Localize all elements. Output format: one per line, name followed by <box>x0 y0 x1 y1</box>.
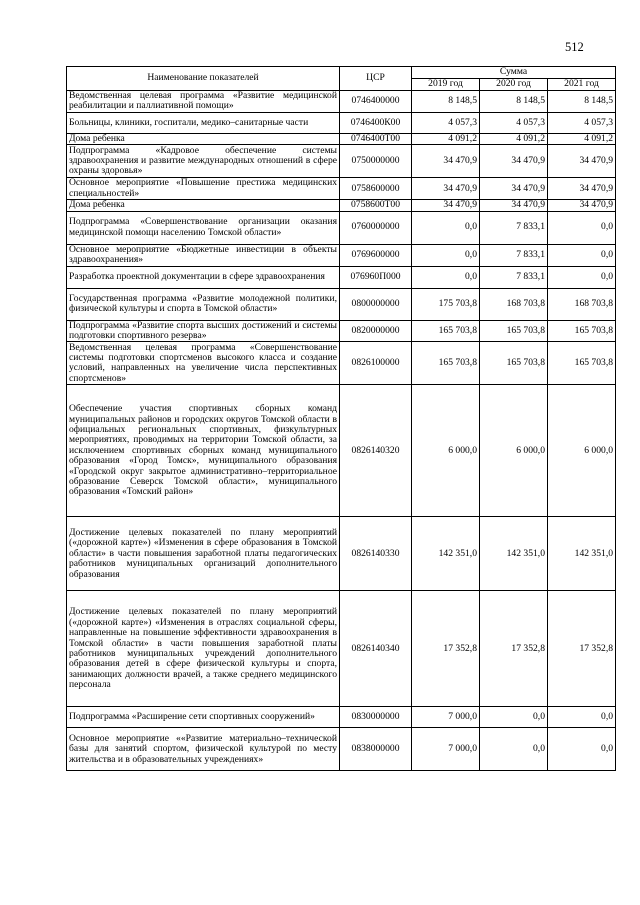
row-name: Основное мероприятие «Бюджетные инвестиции в объекты здравоохранения» <box>67 244 340 266</box>
row-value-2019: 175 703,8 <box>412 288 480 320</box>
row-value-2019: 0,0 <box>412 266 480 288</box>
row-name: Обеспечение участия спортивных сборных команд муниципальных районов и городских округов Томской области в официальных региональных спортивных, физкультурных мероприятиях, проводимых на территории Томской области, за исключением спортивных сборных команд муниципального образования «Город Томск», муниципального образования «Городской округ закрытое административно–территориальное образование Северск Томской области», муниципального образования «Томский район» <box>67 385 340 517</box>
row-name: Ведомственная целевая программа «Совершенствование системы подготовки спортсменов высокого класса и создание условий, направленных на увеличение числа перспективных спортсменов» <box>67 342 340 385</box>
budget-table <box>66 66 616 771</box>
row-value-2020: 142 351,0 <box>480 517 548 591</box>
page-number: 512 <box>565 40 584 54</box>
row-name: Достижение целевых показателей по плану мероприятий («дорожной карте») «Изменения в сфере образования в Томской области» в части повышения заработной платы педагогических работников муниципальных организаций дополнительного образования <box>67 517 340 591</box>
row-value-2021: 165 703,8 <box>548 342 616 385</box>
row-value-2020: 34 470,9 <box>480 178 548 200</box>
row-value-2021: 8 148,5 <box>548 91 616 113</box>
row-code: 076960П000 <box>340 266 412 288</box>
row-value-2019: 34 470,9 <box>412 200 480 211</box>
table-row <box>67 133 616 144</box>
row-code: 0769600000 <box>340 244 412 266</box>
row-value-2019: 4 091,2 <box>412 133 480 144</box>
row-name: Достижение целевых показателей по плану мероприятий («дорожной карте») «Изменения в отраслях социальной сферы, направленные на повышение эффективности здравоохранения в Томской области» в части повышения заработной платы работников муниципальных учреждений дополнительного образования детей в сфере физической культуры и спорта, занимающих должности врачей, а также среднего медицинского персонала <box>67 591 340 707</box>
row-value-2019: 34 470,9 <box>412 178 480 200</box>
row-name: Основное мероприятие «Повышение престижа медицинских специальностей» <box>67 178 340 200</box>
table-row <box>67 266 616 288</box>
row-value-2020: 165 703,8 <box>480 320 548 342</box>
table-body <box>67 91 616 771</box>
table-row <box>67 342 616 385</box>
row-value-2020: 6 000,0 <box>480 385 548 517</box>
row-code: 0760000000 <box>340 211 412 244</box>
row-value-2020: 4 057,3 <box>480 112 548 133</box>
row-value-2019: 142 351,0 <box>412 517 480 591</box>
header-sum: Сумма <box>412 67 616 79</box>
row-value-2021: 34 470,9 <box>548 200 616 211</box>
row-value-2019: 34 470,9 <box>412 145 480 178</box>
row-value-2019: 17 352,8 <box>412 591 480 707</box>
row-value-2019: 6 000,0 <box>412 385 480 517</box>
row-value-2021: 0,0 <box>548 707 616 728</box>
row-value-2020: 8 148,5 <box>480 91 548 113</box>
row-value-2021: 4 091,2 <box>548 133 616 144</box>
table-row <box>67 200 616 211</box>
row-code: 0746400К00 <box>340 112 412 133</box>
row-value-2020: 34 470,9 <box>480 200 548 211</box>
row-code: 0826140340 <box>340 591 412 707</box>
table-row <box>67 320 616 342</box>
table-row <box>67 91 616 113</box>
row-code: 0800000000 <box>340 288 412 320</box>
row-value-2021: 0,0 <box>548 244 616 266</box>
row-value-2020: 168 703,8 <box>480 288 548 320</box>
row-value-2021: 0,0 <box>548 266 616 288</box>
row-name: Основное мероприятие ««Развитие материально–технической базы для занятий спортом, физической культурой по месту жительства и в образовательных учреждениях» <box>67 728 340 771</box>
header-code: ЦСР <box>340 67 412 91</box>
row-value-2019: 7 000,0 <box>412 728 480 771</box>
row-name: Подпрограмма «Совершенствование организации оказания медицинской помощи населению Томской области» <box>67 211 340 244</box>
table-row <box>67 591 616 707</box>
row-name: Подпрограмма «Развитие спорта высших достижений и системы подготовки спортивного резерва» <box>67 320 340 342</box>
row-value-2019: 0,0 <box>412 211 480 244</box>
table-row <box>67 385 616 517</box>
row-code: 0826140320 <box>340 385 412 517</box>
row-value-2020: 7 833,1 <box>480 211 548 244</box>
row-value-2019: 4 057,3 <box>412 112 480 133</box>
row-code: 0746400Т00 <box>340 133 412 144</box>
table-row <box>67 707 616 728</box>
row-value-2020: 0,0 <box>480 707 548 728</box>
row-name: Больницы, клиники, госпитали, медико–санитарные части <box>67 112 340 133</box>
row-value-2019: 8 148,5 <box>412 91 480 113</box>
header-year-2020: 2020 год <box>480 79 548 91</box>
table-row <box>67 728 616 771</box>
row-value-2021: 168 703,8 <box>548 288 616 320</box>
row-value-2021: 165 703,8 <box>548 320 616 342</box>
row-code: 0746400000 <box>340 91 412 113</box>
row-code: 0838000000 <box>340 728 412 771</box>
row-code: 0750000000 <box>340 145 412 178</box>
header-name: Наименование показателей <box>67 67 340 91</box>
row-name: Дома ребенка <box>67 200 340 211</box>
row-value-2020: 0,0 <box>480 728 548 771</box>
row-code: 0830000000 <box>340 707 412 728</box>
row-value-2020: 34 470,9 <box>480 145 548 178</box>
row-value-2021: 4 057,3 <box>548 112 616 133</box>
row-value-2021: 6 000,0 <box>548 385 616 517</box>
table-row <box>67 211 616 244</box>
row-value-2019: 165 703,8 <box>412 342 480 385</box>
table-row <box>67 178 616 200</box>
row-value-2019: 165 703,8 <box>412 320 480 342</box>
row-value-2019: 0,0 <box>412 244 480 266</box>
row-value-2021: 0,0 <box>548 728 616 771</box>
row-name: Ведомственная целевая программа «Развитие медицинской реабилитации и паллиативной помощи» <box>67 91 340 113</box>
row-value-2020: 7 833,1 <box>480 266 548 288</box>
row-code: 0820000000 <box>340 320 412 342</box>
row-name: Государственная программа «Развитие молодежной политики, физической культуры и спорта в Томской области» <box>67 288 340 320</box>
row-name: Разработка проектной документации в сфере здравоохранения <box>67 266 340 288</box>
table-row <box>67 112 616 133</box>
row-value-2019: 7 000,0 <box>412 707 480 728</box>
row-value-2021: 17 352,8 <box>548 591 616 707</box>
row-name: Подпрограмма «Расширение сети спортивных сооружений» <box>67 707 340 728</box>
row-name: Подпрограмма «Кадровое обеспечение системы здравоохранения и развитие международных отношений в сфере охраны здоровья» <box>67 145 340 178</box>
row-value-2020: 165 703,8 <box>480 342 548 385</box>
row-value-2021: 142 351,0 <box>548 517 616 591</box>
row-code: 0826140330 <box>340 517 412 591</box>
row-code: 0758600000 <box>340 178 412 200</box>
table-row <box>67 288 616 320</box>
row-value-2021: 34 470,9 <box>548 145 616 178</box>
row-value-2021: 34 470,9 <box>548 178 616 200</box>
table-row <box>67 145 616 178</box>
header-year-2021: 2021 год <box>548 79 616 91</box>
row-value-2020: 7 833,1 <box>480 244 548 266</box>
row-value-2020: 4 091,2 <box>480 133 548 144</box>
row-code: 0826100000 <box>340 342 412 385</box>
row-value-2020: 17 352,8 <box>480 591 548 707</box>
row-name: Дома ребенка <box>67 133 340 144</box>
table-header <box>67 67 616 91</box>
header-year-2019: 2019 год <box>412 79 480 91</box>
table-row <box>67 244 616 266</box>
row-value-2021: 0,0 <box>548 211 616 244</box>
row-code: 0758600Т00 <box>340 200 412 211</box>
table-row <box>67 517 616 591</box>
